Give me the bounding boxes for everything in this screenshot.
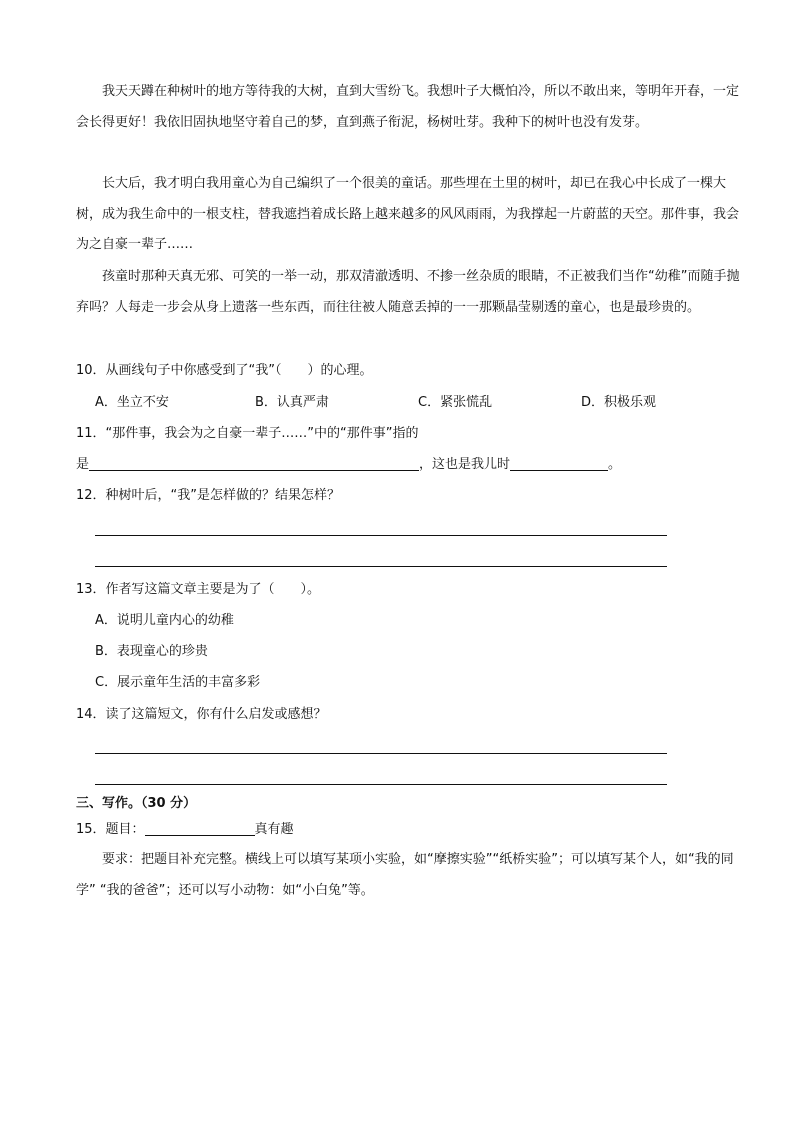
question-13-option-a[interactable]: A．说明儿童内心的幼稚 [95, 613, 234, 628]
question-14-answer-line-1[interactable] [95, 753, 667, 754]
question-14-stem: 14．读了这篇短文，你有什么启发或感想？ [76, 707, 327, 722]
passage-paragraph-1: 我天天蹲在种树叶的地方等待我的大树，直到大雪纷飞。我想叶子大概怕冷，所以不敢出来，等明年开春，一定会长得更好！我依旧固执地坚守着自己的梦，直到燕子衔泥，杨树吐芽。我种下的树叶也没有发芽。 [76, 84, 740, 130]
question-10-option-a[interactable]: A．坐立不安 [95, 395, 169, 410]
question-12-answer-line-1[interactable] [95, 535, 667, 536]
question-10-option-c[interactable]: C．紧张慌乱 [418, 395, 493, 410]
question-15-prefix: 15．题目： [76, 822, 145, 837]
question-11-blank-2[interactable] [510, 456, 608, 471]
passage-paragraph-2: 长大后，我才明白我用童心为自己编织了一个很美的童话。那些埋在土里的树叶，却已在我心中长成了一棵大树，成为我生命中的一根支柱，替我遮挡着成长路上越来越多的风风雨雨，为我撑起一片蔚蓝的天空。那件事，我会为之自豪一辈子…… [76, 176, 740, 253]
question-15-suffix: 真有趣 [254, 822, 294, 837]
question-15-requirement: 要求：把题目补充完整。横线上可以填写某项小实验，如“摩擦实验”“纸桥实验”；可以填写某个人，如“我的同学” “我的爸爸”；还可以写小动物：如“小白兔”等。 [76, 852, 734, 898]
question-13-stem: 13．作者写这篇文章主要是为了（ ）。 [76, 582, 321, 597]
question-12-answer-line-2[interactable] [95, 566, 667, 567]
question-14-answer-line-2[interactable] [95, 784, 667, 785]
question-11-suffix: 。 [608, 457, 622, 472]
question-11-stem: 11．“那件事，我会为之自豪一辈子……”中的“那件事”指的 [76, 426, 419, 441]
question-11-blank-1[interactable] [89, 456, 419, 471]
question-11-prefix: 是 [76, 457, 90, 472]
question-11-fill-line [76, 456, 621, 474]
question-12-stem: 12．种树叶后，“我”是怎样做的？结果怎样？ [76, 488, 341, 503]
question-10-option-b[interactable]: B．认真严肃 [255, 395, 329, 410]
question-11-middle: ，这也是我儿时 [419, 457, 511, 472]
question-10-option-d[interactable]: D．积极乐观 [581, 395, 657, 410]
question-13-option-c[interactable]: C．展示童年生活的丰富多彩 [95, 675, 261, 690]
question-15-title-blank[interactable] [145, 821, 255, 836]
passage-paragraph-3: 孩童时那种天真无邪、可笑的一举一动，那双清澈透明、不掺一丝杂质的眼睛，不正被我们当作“幼稚”而随手抛弃吗？人每走一步会从身上遗落一些东西，而往往被人随意丢掉的一一那颗晶莹剔透的童心，也是最珍贵的。 [76, 269, 740, 315]
section-3-title: 三、写作。（30 分） [76, 796, 197, 811]
question-15-title-line [76, 821, 294, 839]
question-10-stem: 10．从画线句子中你感受到了“我”（ ）的心理。 [76, 363, 373, 378]
question-13-option-b[interactable]: B．表现童心的珍贵 [95, 644, 208, 659]
